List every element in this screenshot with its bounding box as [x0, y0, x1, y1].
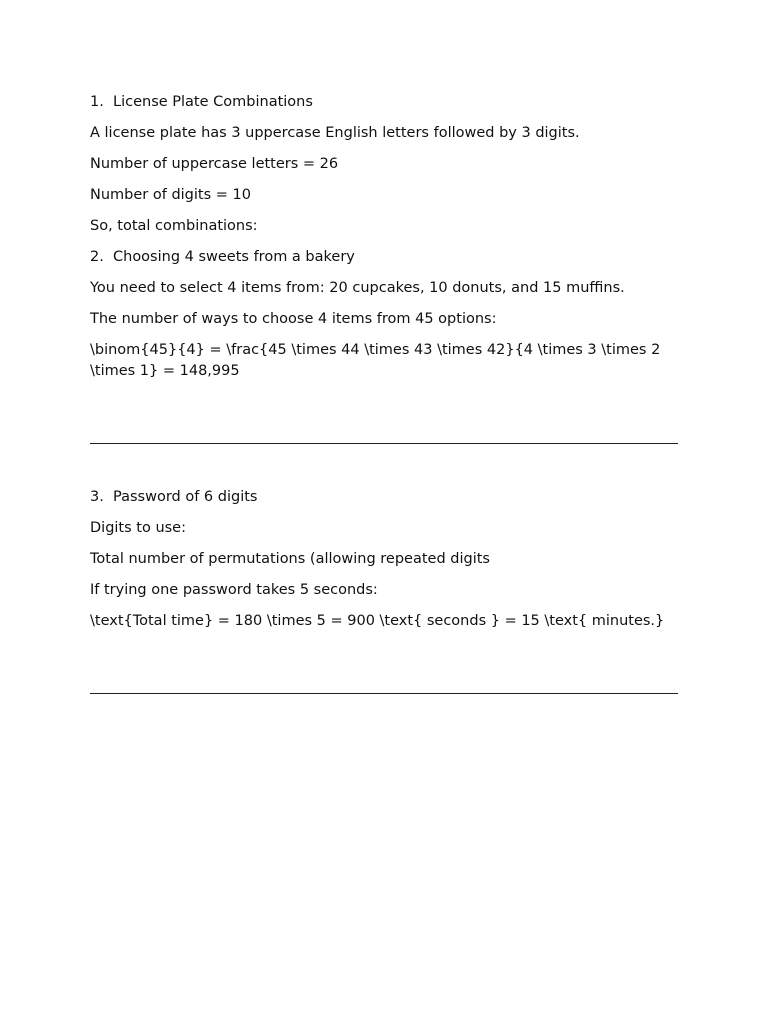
section-number: 3. — [90, 489, 104, 505]
section-title: Password of 6 digits — [113, 489, 258, 505]
paragraph: A license plate has 3 uppercase English letters followed by 3 digits. — [90, 125, 580, 141]
formula-text: \text{Total time} = 180 \times 5 = 900 \text{ seconds } = 15 \text{ minutes.} — [90, 613, 665, 629]
section-heading — [90, 247, 678, 267]
paragraph: Number of digits = 10 — [90, 187, 251, 203]
paragraph: Total number of permutations (allowing repeated digits — [90, 551, 490, 567]
paragraph: Digits to use: — [90, 520, 186, 536]
section-heading — [90, 92, 678, 112]
paragraph: Number of uppercase letters = 26 — [90, 156, 339, 172]
paragraph: The number of ways to choose 4 items from 45 options: — [90, 311, 497, 327]
horizontal-divider — [90, 443, 678, 444]
section-license-plate — [90, 92, 678, 236]
section-number: 2. — [90, 249, 104, 265]
paragraph: If trying one password takes 5 seconds: — [90, 582, 378, 598]
section-number: 1. — [90, 94, 104, 110]
document-page — [90, 92, 678, 694]
section-title: License Plate Combinations — [113, 94, 313, 110]
paragraph: So, total combinations: — [90, 218, 258, 234]
section-heading — [90, 487, 678, 507]
section-bakery-sweets — [90, 247, 678, 382]
section-password — [90, 487, 678, 632]
section-title: Choosing 4 sweets from a bakery — [113, 249, 355, 265]
paragraph: You need to select 4 items from: 20 cupcakes, 10 donuts, and 15 muffins. — [90, 280, 625, 296]
formula-text: \binom{45}{4} = \frac{45 \times 44 \times 43 \times 42}{4 \times 3 \times 2 \times 1} = 148,995 — [90, 342, 661, 379]
horizontal-divider — [90, 693, 678, 694]
